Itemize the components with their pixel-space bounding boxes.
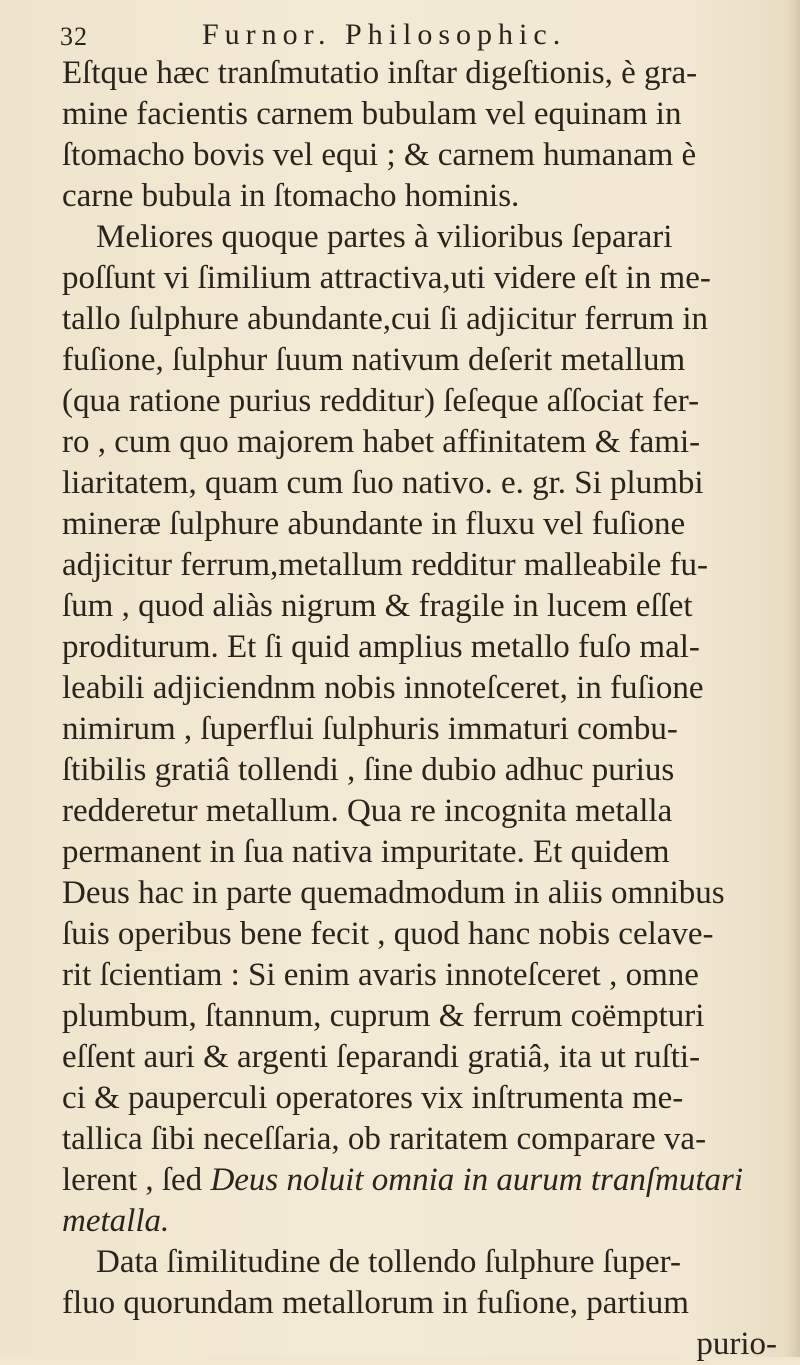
text-line: poſſunt vi ſimilium attractiva,uti videre eſt in me-: [62, 260, 711, 296]
text-line: fuſione, ſulphur ſuum nativum deſerit metallum: [62, 342, 686, 378]
catchword: purio-: [696, 1326, 777, 1362]
text-line: Eſtque hæc tranſmutatio inſtar digeſtionis, è gra-: [62, 55, 698, 91]
text-line: fluo quorundam metallorum in fuſione, partium: [62, 1285, 689, 1321]
text-line: permanent in ſua nativa impuritate. Et quidem: [62, 834, 670, 870]
text-line: carne bubula in ſtomacho hominis.: [62, 178, 520, 214]
text-line: mineræ ſulphure abundante in fluxu vel fuſione: [62, 506, 686, 542]
text-line: plumbum, ſtannum, cuprum & ferrum coëmpturi: [62, 998, 705, 1034]
text-line-mixed: [62, 1160, 777, 1201]
text-line: ſtibilis gratiâ tollendi , ſine dubio adhuc purius: [62, 752, 675, 788]
text-line: adjicitur ferrum,metallum redditur malleabile fu-: [62, 547, 708, 583]
running-title: Furnor. Philosophic.: [202, 18, 567, 51]
text-line: nimirum , ſuperflui ſulphuris immaturi combu-: [62, 711, 678, 747]
page-header: [60, 18, 760, 58]
text-line: Deus hac in parte quemadmodum in aliis omnibus: [62, 875, 725, 911]
text-line: ſum , quod aliàs nigrum & fragile in lucem eſſet: [62, 588, 693, 624]
paragraph-start-line: Meliores quoque partes à vilioribus ſeparari: [96, 219, 673, 255]
text-line: (qua ratione purius redditur) ſeſeque aſſociat fer-: [62, 383, 700, 419]
text-line: ci & pauperculi operatores vix inſtrumenta me-: [62, 1080, 684, 1116]
text-line: mine facientis carnem bubulam vel equinam in: [62, 96, 682, 132]
text-line: eſſent auri & argenti ſeparandi gratiâ, ita ut ruſti-: [62, 1039, 701, 1075]
text-line: leabili adjiciendnm nobis innoteſceret, in fuſione: [62, 670, 704, 706]
text-line: ſuis operibus bene fecit , quod hanc nobis celave-: [62, 916, 714, 952]
text-body: [62, 53, 777, 1365]
text-line: tallica ſibi neceſſaria, ob raritatem comparare va-: [62, 1121, 707, 1157]
text-line: liaritatem, quam cum ſuo nativo. e. gr. Si plumbi: [62, 465, 704, 501]
page-edge-shadow: [786, 0, 800, 1357]
text-line: rit ſcientiam : Si enim avaris innoteſceret , omne: [62, 957, 699, 993]
italic-quotation-end: metalla.: [62, 1203, 170, 1239]
text-line: ro , cum quo majorem habet affinitatem & fami-: [62, 424, 701, 460]
text-line: proditurum. Et ſi quid amplius metallo fuſo mal-: [62, 629, 700, 665]
text-line: redderetur metallum. Qua re incognita metalla: [62, 793, 673, 829]
text-line: tallo ſulphure abundante,cui ſi adjicitur ferrum in: [62, 301, 709, 337]
page-number: 32: [60, 22, 88, 51]
text-line: ſtomacho bovis vel equi ; & carnem humanam è: [62, 137, 697, 173]
paragraph-start-line: Data ſimilitudine de tollendo ſulphure ſuper-: [96, 1244, 681, 1280]
italic-quotation: Deus noluit omnia in aurum tranſmutari: [210, 1162, 744, 1198]
roman-text: lerent , ſed: [62, 1162, 211, 1198]
